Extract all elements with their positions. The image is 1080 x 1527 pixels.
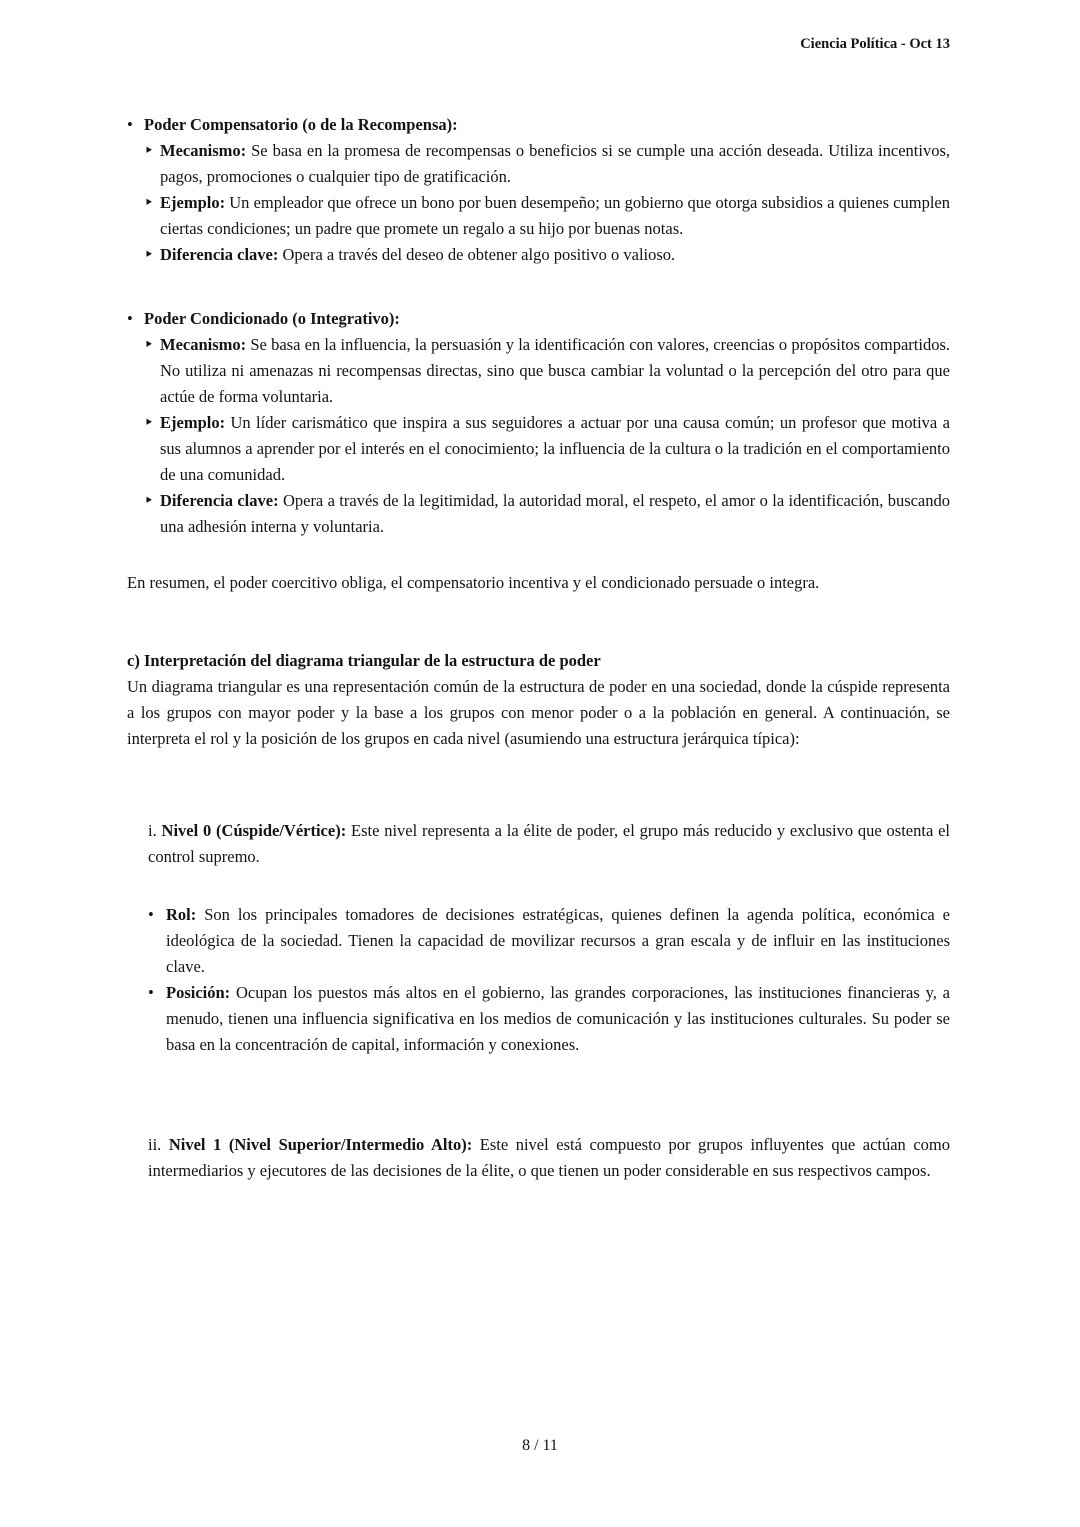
triangle-bullet-icon: ‣ [144, 141, 154, 160]
definition-term: Mecanismo: [160, 141, 247, 160]
definition-text: Ocupan los puestos más altos en el gobierno, las grandes corporaciones, las instituciones financieras y, a menudo, tienen una influencia significativa en los medios de comunicación y las instituciones culturales. Su poder se basa en la concentración de capital, información y conexiones. [166, 983, 950, 1054]
definition-term: Posición: [166, 983, 231, 1002]
list-item [144, 242, 950, 268]
sub-item-list [127, 332, 950, 540]
section-intro: Un diagrama triangular es una representación común de la estructura de poder en una sociedad, donde la cúspide representa a los grupos con mayor poder y la base a los grupos con menor poder o a la población en general. A continuación, se interpreta el rol y la posición de los grupos en cada nivel (asumiendo una estructura jerárquica típica): [127, 677, 950, 748]
level-numeral: ii. [148, 1135, 162, 1154]
definition-term: Mecanismo: [160, 335, 247, 354]
page-number: 8 / 11 [522, 1437, 558, 1454]
level-term: Nivel 0 (Cúspide/Vértice): [161, 821, 347, 840]
list-title-row [127, 306, 950, 332]
bullet-list-poder-compensatorio [127, 112, 950, 268]
level-1-paragraph [148, 1132, 950, 1184]
definition-term: Diferencia clave: [160, 491, 279, 510]
definition-text: Son los principales tomadores de decisiones estratégicas, quienes definen la agenda política, económica e ideológica de la sociedad. Tienen la capacidad de movilizar recursos a gran escala y de influir en las instituciones clave. [166, 905, 951, 976]
triangle-bullet-icon: ‣ [144, 413, 154, 432]
list-item [148, 980, 950, 1058]
definition-text: Opera a través del deseo de obtener algo positivo o valioso. [282, 245, 676, 264]
list-item [144, 410, 950, 488]
definition-text: Un empleador que ofrece un bono por buen desempeño; un gobierno que otorga subsidios a quienes cumplen ciertas condiciones; un padre que promete un regalo a su hijo por buenas notas. [160, 193, 950, 238]
definition-item [160, 138, 950, 190]
bullet-icon: • [127, 309, 133, 328]
definition-item [160, 332, 950, 410]
level-0-paragraph [148, 818, 950, 870]
definition-term: Ejemplo: [160, 413, 226, 432]
bullet-icon: • [148, 983, 154, 1002]
summary-paragraph: En resumen, el poder coercitivo obliga, el compensatorio incentiva y el condicionado persuade o integra. [127, 573, 820, 592]
definition-item [160, 190, 950, 242]
triangle-bullet-icon: ‣ [144, 335, 154, 354]
level-0-block [127, 818, 950, 1058]
page-footer [0, 1437, 1080, 1455]
definition-item [160, 242, 950, 268]
bullet-icon: • [148, 905, 154, 924]
list-item [144, 190, 950, 242]
section-heading: c) Interpretación del diagrama triangular de la estructura de poder [127, 651, 601, 670]
list-item [144, 138, 950, 190]
definition-term: Diferencia clave: [160, 245, 279, 264]
bullet-icon: • [127, 115, 133, 134]
level-text: Este nivel representa a la élite de poder, el grupo más reducido y exclusivo que ostenta el control supremo. [148, 821, 950, 866]
definition-item [166, 980, 950, 1058]
level-0-list [148, 902, 950, 1058]
definition-item [160, 488, 950, 540]
sub-item-list [127, 138, 950, 268]
level-text: Este nivel está compuesto por grupos influyentes que actúan como intermediarios y ejecutores de las decisiones de la élite, o que tienen un poder considerable en sus respectivos campos. [148, 1135, 951, 1180]
list-item [144, 332, 950, 410]
level-term: Nivel 1 (Nivel Superior/Intermedio Alto): [168, 1135, 473, 1154]
list-title-row [127, 112, 950, 138]
triangle-bullet-icon: ‣ [144, 491, 154, 510]
level-numeral: i. [148, 821, 157, 840]
definition-term: Ejemplo: [160, 193, 226, 212]
list-item [148, 902, 950, 980]
definition-term: Rol: [166, 905, 197, 924]
definition-text: Se basa en la influencia, la persuasión y la identificación con valores, creencias o propósitos compartidos. No utiliza ni amenazas ni recompensas directas, sino que busca cambiar la voluntad o la percepción del otro para que actúe de forma voluntaria. [160, 335, 950, 406]
header-title: Ciencia Política - Oct 13 [800, 36, 950, 52]
list-title: Poder Condicionado (o Integrativo): [144, 309, 400, 328]
definition-item [160, 410, 950, 488]
section-c [127, 648, 950, 752]
level-1-block [127, 1132, 950, 1184]
definition-text: Un líder carismático que inspira a sus seguidores a actuar por una causa común; un profesor que motiva a sus alumnos a aprender por el interés en el conocimiento; la influencia de la cultura o la tradición en el comportamiento de una comunidad. [160, 413, 950, 484]
triangle-bullet-icon: ‣ [144, 245, 154, 264]
definition-text: Opera a través de la legitimidad, la autoridad moral, el respeto, el amor o la identificación, buscando una adhesión interna y voluntaria. [160, 491, 951, 536]
bullet-list-poder-condicionado [127, 306, 950, 540]
triangle-bullet-icon: ‣ [144, 193, 154, 212]
definition-item [166, 902, 950, 980]
list-title: Poder Compensatorio (o de la Recompensa): [144, 115, 458, 134]
document-content [127, 112, 950, 1184]
page-header [127, 34, 950, 54]
list-item [144, 488, 950, 540]
definition-text: Se basa en la promesa de recompensas o beneficios si se cumple una acción deseada. Utiliza incentivos, pagos, promociones o cualquier tipo de gratificación. [160, 141, 950, 186]
